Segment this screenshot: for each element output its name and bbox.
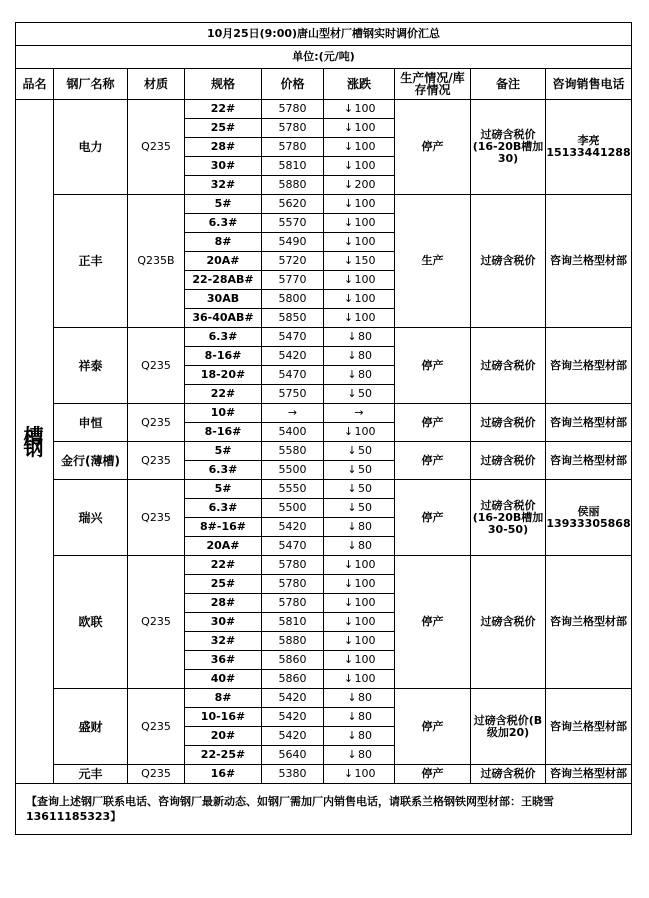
material-cell: Q235B	[128, 195, 185, 328]
down-arrow-icon: ↓	[343, 634, 354, 647]
change-cell	[324, 727, 395, 746]
price-cell: 5580	[262, 442, 324, 461]
spec-cell: 20A#	[185, 252, 262, 271]
change-value: 100	[354, 197, 376, 210]
change-value: 100	[354, 216, 376, 229]
price-cell: 5800	[262, 290, 324, 309]
col-header-price: 价格	[262, 69, 324, 100]
down-arrow-icon: ↓	[347, 482, 357, 495]
price-cell: 5500	[262, 499, 324, 518]
mill-name-cell: 祥泰	[54, 328, 128, 404]
spec-cell: 30AB	[185, 290, 262, 309]
down-arrow-icon: ↓	[343, 672, 354, 685]
status-cell: 生产	[395, 195, 471, 328]
down-arrow-icon: ↓	[347, 349, 357, 362]
mill-name-cell: 欧联	[54, 556, 128, 689]
spec-cell: 8#-16#	[185, 518, 262, 537]
change-value: 100	[354, 767, 376, 780]
spec-cell: 32#	[185, 632, 262, 651]
change-cell	[324, 689, 395, 708]
mill-name-cell: 金行(薄槽)	[54, 442, 128, 480]
change-value: 100	[354, 121, 376, 134]
down-arrow-icon: ↓	[343, 615, 354, 628]
down-arrow-icon: ↓	[343, 197, 354, 210]
price-cell: 5500	[262, 461, 324, 480]
price-cell: 5860	[262, 651, 324, 670]
change-cell	[324, 157, 395, 176]
mill-name-cell: 元丰	[54, 765, 128, 784]
change-value: 80	[358, 729, 372, 742]
status-cell: 停产	[395, 689, 471, 765]
down-arrow-icon: ↓	[347, 729, 357, 742]
spec-cell: 36-40AB#	[185, 309, 262, 328]
spec-cell: 8#	[185, 689, 262, 708]
price-cell: 5750	[262, 385, 324, 404]
price-cell: 5810	[262, 613, 324, 632]
change-cell	[324, 442, 395, 461]
down-arrow-icon: ↓	[347, 501, 357, 514]
spec-cell: 25#	[185, 575, 262, 594]
down-arrow-icon: ↓	[343, 767, 354, 780]
down-arrow-icon: ↓	[343, 577, 354, 590]
change-cell	[324, 594, 395, 613]
unit-label: 单位:(元/吨)	[16, 46, 632, 69]
table-row	[16, 689, 632, 708]
down-arrow-icon: ↓	[347, 710, 357, 723]
col-header-contact: 咨询销售电话	[546, 69, 632, 100]
change-cell	[324, 328, 395, 347]
right-arrow-icon: →	[354, 406, 364, 419]
col-header-change: 涨跌	[324, 69, 395, 100]
footer-note: 【查询上述钢厂联系电话、咨询钢厂最新动态、如钢厂需加厂内销售电话，请联系兰格钢铁网型材部：王晓雪13611185323】	[16, 784, 632, 835]
col-header-mill: 钢厂名称	[54, 69, 128, 100]
remark-cell: 过磅含税价	[471, 765, 546, 784]
spec-cell: 16#	[185, 765, 262, 784]
spec-cell: 32#	[185, 176, 262, 195]
down-arrow-icon: ↓	[347, 691, 357, 704]
change-value: 100	[354, 273, 376, 286]
price-cell: 5780	[262, 575, 324, 594]
spec-cell: 6.3#	[185, 214, 262, 233]
down-arrow-icon: ↓	[347, 444, 357, 457]
change-value: 100	[354, 615, 376, 628]
spec-cell: 28#	[185, 138, 262, 157]
down-arrow-icon: ↓	[343, 425, 354, 438]
price-cell: 5780	[262, 138, 324, 157]
change-cell	[324, 195, 395, 214]
table-row	[16, 442, 632, 461]
spec-cell: 40#	[185, 670, 262, 689]
change-value: 150	[354, 254, 376, 267]
remark-cell: 过磅含税价	[471, 328, 546, 404]
change-cell	[324, 176, 395, 195]
change-cell	[324, 309, 395, 328]
change-cell	[324, 290, 395, 309]
change-value: 80	[358, 330, 372, 343]
material-cell: Q235	[128, 100, 185, 195]
change-cell	[324, 518, 395, 537]
change-value: 50	[358, 444, 372, 457]
change-cell	[324, 100, 395, 119]
down-arrow-icon: ↓	[347, 368, 357, 381]
col-header-remark: 备注	[471, 69, 546, 100]
material-cell: Q235	[128, 404, 185, 442]
spec-cell: 6.3#	[185, 499, 262, 518]
change-cell	[324, 385, 395, 404]
down-arrow-icon: ↓	[343, 653, 354, 666]
price-cell: 5880	[262, 632, 324, 651]
col-header-product: 品名	[16, 69, 54, 100]
col-header-material: 材质	[128, 69, 185, 100]
spec-cell: 5#	[185, 195, 262, 214]
change-value: 100	[354, 159, 376, 172]
mill-name-cell: 盛财	[54, 689, 128, 765]
change-value: 50	[358, 463, 372, 476]
spec-cell: 5#	[185, 442, 262, 461]
table-row	[16, 480, 632, 499]
change-value: 80	[358, 539, 372, 552]
status-cell: 停产	[395, 480, 471, 556]
price-cell: 5420	[262, 347, 324, 366]
change-value: 100	[354, 140, 376, 153]
change-value: 100	[354, 425, 376, 438]
down-arrow-icon: ↓	[347, 387, 357, 400]
change-value: 50	[358, 482, 372, 495]
remark-cell: 过磅含税价(B级加20)	[471, 689, 546, 765]
spec-cell: 20A#	[185, 537, 262, 556]
price-cell: 5550	[262, 480, 324, 499]
change-value: 80	[358, 710, 372, 723]
status-cell: 停产	[395, 328, 471, 404]
spec-cell: 18-20#	[185, 366, 262, 385]
change-cell	[324, 233, 395, 252]
remark-cell: 过磅含税价	[471, 556, 546, 689]
down-arrow-icon: ↓	[343, 596, 354, 609]
change-cell	[324, 632, 395, 651]
sheet-title: 10月25日(9:00)唐山型材厂槽钢实时调价汇总	[16, 23, 632, 46]
down-arrow-icon: ↓	[347, 539, 357, 552]
change-cell	[324, 119, 395, 138]
change-cell	[324, 575, 395, 594]
spec-cell: 6.3#	[185, 461, 262, 480]
down-arrow-icon: ↓	[343, 159, 354, 172]
table-row	[16, 195, 632, 214]
down-arrow-icon: ↓	[347, 520, 357, 533]
down-arrow-icon: ↓	[343, 311, 354, 324]
col-header-status: 生产情况/库存情况	[395, 69, 471, 100]
price-cell: 5850	[262, 309, 324, 328]
price-cell: 5420	[262, 727, 324, 746]
price-cell: 5780	[262, 119, 324, 138]
down-arrow-icon: ↓	[343, 121, 354, 134]
price-cell: 5490	[262, 233, 324, 252]
price-cell: 5380	[262, 765, 324, 784]
spec-cell: 22#	[185, 100, 262, 119]
price-cell: 5420	[262, 689, 324, 708]
price-cell: 5770	[262, 271, 324, 290]
change-cell	[324, 214, 395, 233]
change-cell	[324, 708, 395, 727]
contact-cell: 咨询兰格型材部	[546, 328, 632, 404]
change-cell	[324, 366, 395, 385]
price-cell: 5810	[262, 157, 324, 176]
material-cell: Q235	[128, 689, 185, 765]
table-row	[16, 100, 632, 119]
remark-cell: 过磅含税价	[471, 195, 546, 328]
change-cell	[324, 404, 395, 423]
down-arrow-icon: ↓	[343, 292, 354, 305]
price-cell: 5720	[262, 252, 324, 271]
spec-cell: 5#	[185, 480, 262, 499]
spec-cell: 22-25#	[185, 746, 262, 765]
spec-cell: 22-28AB#	[185, 271, 262, 290]
spec-cell: 30#	[185, 157, 262, 176]
contact-cell: 咨询兰格型材部	[546, 556, 632, 689]
down-arrow-icon: ↓	[347, 748, 357, 761]
change-value: 80	[358, 349, 372, 362]
change-value: 80	[358, 368, 372, 381]
change-cell	[324, 252, 395, 271]
material-cell: Q235	[128, 556, 185, 689]
remark-cell: 过磅含税价(16-20B槽加30)	[471, 100, 546, 195]
change-cell	[324, 423, 395, 442]
table-row	[16, 328, 632, 347]
down-arrow-icon: ↓	[347, 330, 357, 343]
price-cell: 5880	[262, 176, 324, 195]
change-cell	[324, 347, 395, 366]
change-value: 100	[354, 672, 376, 685]
price-cell: 5780	[262, 100, 324, 119]
change-value: 100	[354, 102, 376, 115]
remark-cell: 过磅含税价	[471, 404, 546, 442]
down-arrow-icon: ↓	[343, 216, 354, 229]
spec-cell: 8-16#	[185, 423, 262, 442]
price-cell: 5420	[262, 518, 324, 537]
price-cell: 5400	[262, 423, 324, 442]
price-cell: 5780	[262, 594, 324, 613]
material-cell: Q235	[128, 442, 185, 480]
spec-cell: 8-16#	[185, 347, 262, 366]
spec-cell: 22#	[185, 556, 262, 575]
remark-cell: 过磅含税价	[471, 442, 546, 480]
contact-cell: 咨询兰格型材部	[546, 442, 632, 480]
contact-cell: 李亮15133441288	[546, 100, 632, 195]
table-row	[16, 765, 632, 784]
contact-cell: 咨询兰格型材部	[546, 689, 632, 765]
mill-name-cell: 瑞兴	[54, 480, 128, 556]
change-value: 80	[358, 520, 372, 533]
change-cell	[324, 613, 395, 632]
material-cell: Q235	[128, 765, 185, 784]
price-cell: 5570	[262, 214, 324, 233]
spec-cell: 28#	[185, 594, 262, 613]
change-cell	[324, 461, 395, 480]
price-cell: 5640	[262, 746, 324, 765]
status-cell: 停产	[395, 765, 471, 784]
spec-cell: 36#	[185, 651, 262, 670]
contact-cell: 咨询兰格型材部	[546, 404, 632, 442]
down-arrow-icon: ↓	[343, 235, 354, 248]
table-row	[16, 404, 632, 423]
price-cell: 5620	[262, 195, 324, 214]
price-cell: 5470	[262, 537, 324, 556]
change-value: 100	[354, 311, 376, 324]
change-value: 50	[358, 387, 372, 400]
change-value: 200	[354, 178, 376, 191]
spec-cell: 10#	[185, 404, 262, 423]
col-header-spec: 规格	[185, 69, 262, 100]
change-cell	[324, 480, 395, 499]
material-cell: Q235	[128, 480, 185, 556]
price-cell: 5470	[262, 366, 324, 385]
down-arrow-icon: ↓	[343, 273, 354, 286]
spec-cell: 22#	[185, 385, 262, 404]
price-cell: 5860	[262, 670, 324, 689]
contact-cell: 咨询兰格型材部	[546, 765, 632, 784]
price-cell: 5420	[262, 708, 324, 727]
down-arrow-icon: ↓	[343, 102, 354, 115]
status-cell: 停产	[395, 442, 471, 480]
mill-name-cell: 电力	[54, 100, 128, 195]
price-cell: →	[262, 404, 324, 423]
spec-cell: 30#	[185, 613, 262, 632]
status-cell: 停产	[395, 556, 471, 689]
spec-cell: 10-16#	[185, 708, 262, 727]
spec-cell: 8#	[185, 233, 262, 252]
change-cell	[324, 537, 395, 556]
remark-cell: 过磅含税价(16-20B槽加30-50)	[471, 480, 546, 556]
header-row	[16, 69, 632, 100]
product-name-cell: 槽钢	[16, 100, 54, 784]
mill-name-cell: 正丰	[54, 195, 128, 328]
mill-name-cell: 申恒	[54, 404, 128, 442]
price-cell: 5470	[262, 328, 324, 347]
table-row	[16, 556, 632, 575]
spec-cell: 20#	[185, 727, 262, 746]
change-value: 100	[354, 653, 376, 666]
change-value: 100	[354, 577, 376, 590]
material-cell: Q235	[128, 328, 185, 404]
change-cell	[324, 746, 395, 765]
contact-cell: 侯丽13933305868	[546, 480, 632, 556]
change-cell	[324, 670, 395, 689]
change-value: 100	[354, 596, 376, 609]
change-cell	[324, 556, 395, 575]
contact-cell: 咨询兰格型材部	[546, 195, 632, 328]
down-arrow-icon: ↓	[343, 140, 354, 153]
change-cell	[324, 271, 395, 290]
price-table	[15, 22, 632, 835]
spec-cell: 25#	[185, 119, 262, 138]
change-value: 80	[358, 748, 372, 761]
change-value: 80	[358, 691, 372, 704]
change-cell	[324, 499, 395, 518]
down-arrow-icon: ↓	[343, 178, 354, 191]
change-cell	[324, 138, 395, 157]
spec-cell: 6.3#	[185, 328, 262, 347]
down-arrow-icon: ↓	[343, 254, 354, 267]
change-cell	[324, 651, 395, 670]
change-value: 100	[354, 292, 376, 305]
down-arrow-icon: ↓	[343, 558, 354, 571]
change-value: 100	[354, 235, 376, 248]
down-arrow-icon: ↓	[347, 463, 357, 476]
change-cell	[324, 765, 395, 784]
price-cell: 5780	[262, 556, 324, 575]
status-cell: 停产	[395, 100, 471, 195]
change-value: 100	[354, 558, 376, 571]
change-value: 50	[358, 501, 372, 514]
status-cell: 停产	[395, 404, 471, 442]
change-value: 100	[354, 634, 376, 647]
price-sheet	[15, 22, 631, 835]
